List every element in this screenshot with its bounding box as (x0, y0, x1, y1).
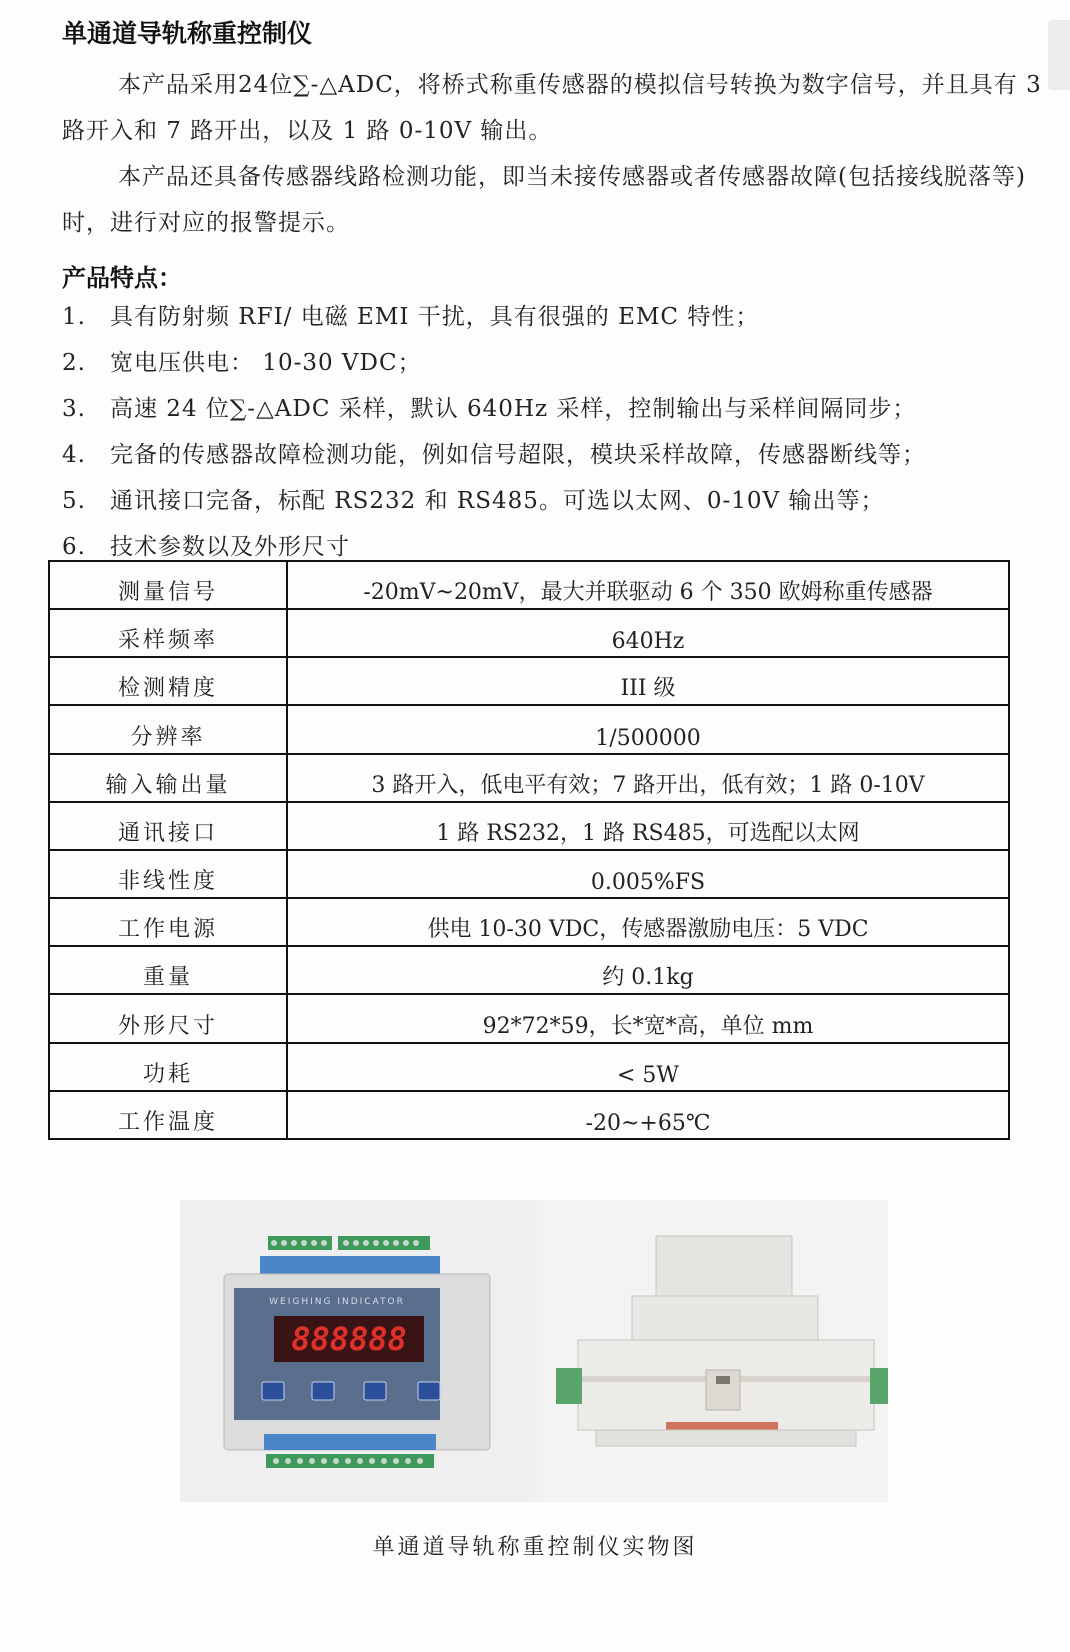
spec-table (48, 560, 1010, 1140)
table-row (49, 898, 1009, 946)
spec-value: 92*72*59，长*宽*高，单位 mm (287, 994, 1009, 1042)
device-front-illustration (180, 1200, 530, 1502)
spec-value: < 5W (287, 1043, 1009, 1091)
spec-value: 供电 10-30 VDC，传感器激励电压：5 VDC (287, 898, 1009, 946)
table-row (49, 802, 1009, 850)
document-title: 单通道导轨称重控制仪 (62, 19, 313, 48)
features-heading: 产品特点： (62, 264, 182, 292)
table-row (49, 850, 1009, 898)
spec-key: 采样频率 (49, 609, 287, 657)
feature-item: 2. 宽电压供电： 10-30 VDC； (62, 350, 422, 376)
display-digits: 888888 (291, 1320, 407, 1358)
photo-caption: 单通道导轨称重控制仪实物图 (372, 1535, 698, 1560)
table-row (49, 946, 1009, 994)
spec-key: 分辨率 (49, 705, 287, 753)
spec-key: 输入输出量 (49, 754, 287, 802)
device-back-illustration (538, 1200, 888, 1502)
spec-key: 非线性度 (49, 850, 287, 898)
feature-item: 3. 高速 24 位∑-△ADC 采样，默认 640Hz 采样，控制输出与采样间隔同步； (62, 396, 917, 422)
table-row (49, 657, 1009, 705)
feature-item: 4. 完备的传感器故障检测功能，例如信号超限，模块采样故障，传感器断线等； (62, 442, 926, 468)
spec-key: 检测精度 (49, 657, 287, 705)
spec-value: -20~+65℃ (287, 1091, 1009, 1139)
spec-value: 640Hz (287, 609, 1009, 657)
table-row (49, 994, 1009, 1042)
intro-paragraph-1: 本产品采用24位∑-△ADC，将桥式称重传感器的模拟信号转换为数字信号，并且具有 3 路开入和 7 路开出，以及 1 路 0-10V 输出。 (62, 72, 1042, 144)
feature-item: 5. 通讯接口完备，标配 RS232 和 RS485。可选以太网、0-10V 输出等； (62, 488, 885, 514)
spec-key: 工作电源 (49, 898, 287, 946)
spec-key: 功耗 (49, 1043, 287, 1091)
table-row (49, 754, 1009, 802)
feature-item: 1. 具有防射频 RFI/ 电磁 EMI 干扰，具有很强的 EMC 特性； (62, 304, 760, 330)
table-row (49, 1043, 1009, 1091)
spec-key: 重量 (49, 946, 287, 994)
spec-key: 外形尺寸 (49, 994, 287, 1042)
table-row (49, 561, 1009, 609)
spec-value: III 级 (287, 657, 1009, 705)
spec-value: 3 路开入，低电平有效；7 路开出，低有效；1 路 0-10V (287, 754, 1009, 802)
device-back-photo (538, 1200, 888, 1502)
spec-value: 0.005%FS (287, 850, 1009, 898)
table-row (49, 705, 1009, 753)
panel-label: WEIGHING INDICATOR (269, 1297, 405, 1307)
device-front-photo (180, 1200, 530, 1502)
intro-paragraph-2: 本产品还具备传感器线路检测功能，即当未接传感器或者传感器故障(包括接线脱落等)时，进行对应的报警提示。 (62, 164, 1026, 236)
table-row (49, 1091, 1009, 1139)
product-photos (180, 1200, 888, 1502)
spec-value: -20mV~20mV，最大并联驱动 6 个 350 欧姆称重传感器 (287, 561, 1009, 609)
spec-value: 1/500000 (287, 705, 1009, 753)
spec-value: 1 路 RS232，1 路 RS485，可选配以太网 (287, 802, 1009, 850)
terminal-block-icon (268, 1236, 430, 1250)
spec-key: 测量信号 (49, 561, 287, 609)
table-row (49, 609, 1009, 657)
feature-item: 6. 技术参数以及外形尺寸 (62, 534, 350, 560)
spec-key: 通讯接口 (49, 802, 287, 850)
spec-value: 约 0.1kg (287, 946, 1009, 994)
spec-key: 工作温度 (49, 1091, 287, 1139)
